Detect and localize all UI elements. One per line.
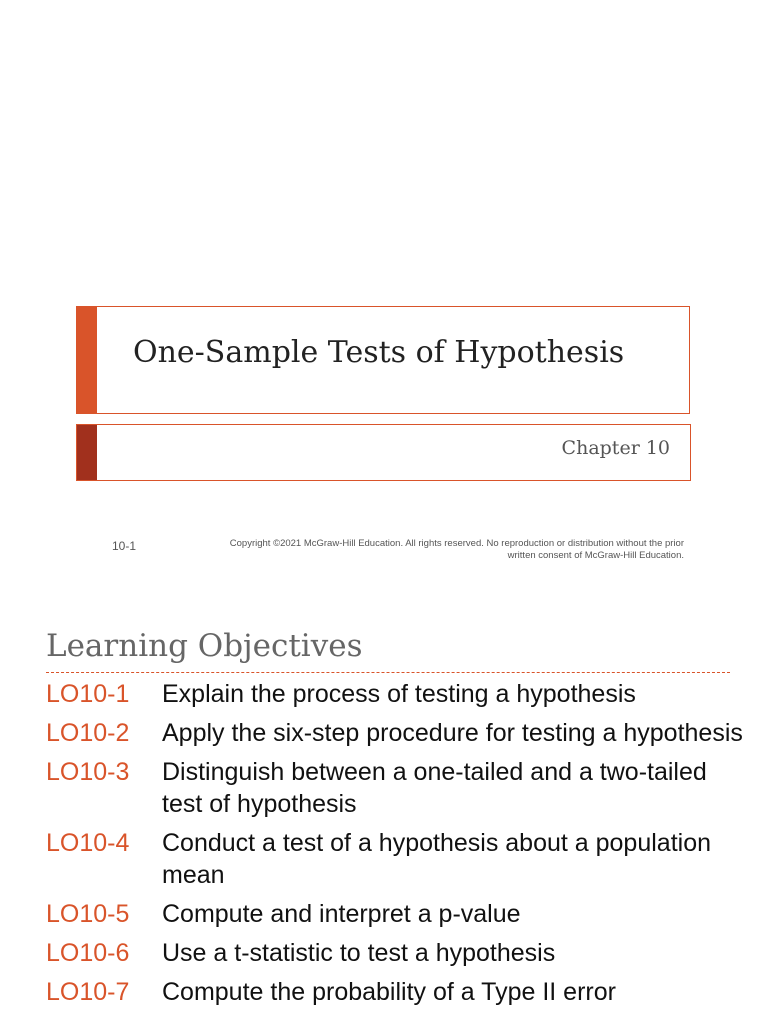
objective-text: Compute the probability of a Type II error [162, 978, 616, 1006]
slide-title: One-Sample Tests of Hypothesis [133, 335, 625, 370]
learning-objectives-slide [0, 600, 768, 1024]
list-item [46, 827, 746, 891]
list-item [46, 976, 746, 1008]
subtitle-box [76, 424, 691, 481]
objective-text: Apply the six-step procedure for testing a hypothesis [162, 719, 743, 747]
objective-code: LO10-3 [46, 758, 130, 786]
objective-code: LO10-5 [46, 900, 130, 928]
list-item [46, 756, 746, 820]
objective-text: Compute and interpret a p-value [162, 900, 521, 928]
heading-divider [46, 672, 730, 673]
objective-text: Use a t-statistic to test a hypothesis [162, 939, 556, 967]
list-item [46, 717, 746, 749]
title-box [76, 306, 690, 414]
objective-code: LO10-1 [46, 680, 130, 708]
objective-text: Conduct a test of a hypothesis about a population mean [162, 829, 711, 889]
slide-subtitle: Chapter 10 [561, 437, 670, 459]
objective-code: LO10-2 [46, 719, 130, 747]
list-item [46, 898, 746, 930]
objective-code: LO10-4 [46, 829, 130, 857]
copyright-notice: Copyright ©2021 McGraw-Hill Education. All rights reserved. No reproduction or distribution without the prior written consent of McGraw-Hill Education. [229, 538, 684, 561]
list-item [46, 937, 746, 969]
title-accent-bar [77, 307, 97, 413]
objective-code: LO10-7 [46, 978, 130, 1006]
objectives-list [46, 678, 746, 1015]
objective-text: Distinguish between a one-tailed and a two-tailed test of hypothesis [162, 758, 707, 818]
slide-number: 10-1 [112, 539, 137, 553]
slide-heading: Learning Objectives [46, 628, 363, 664]
list-item [46, 678, 746, 710]
objective-code: LO10-6 [46, 939, 130, 967]
subtitle-accent-bar [77, 425, 97, 480]
objective-text: Explain the process of testing a hypothesis [162, 680, 636, 708]
